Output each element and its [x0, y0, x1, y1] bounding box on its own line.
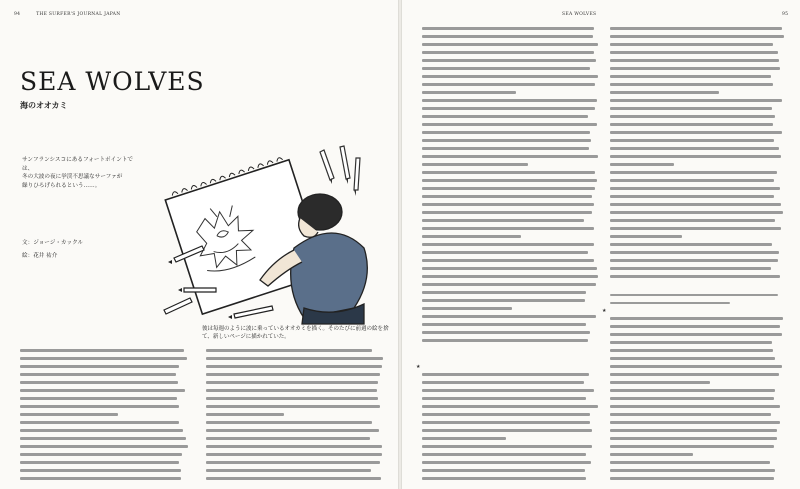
body-text-line — [610, 202, 788, 210]
body-text-line — [206, 436, 388, 444]
body-text-line — [610, 194, 788, 202]
body-text-line — [422, 258, 602, 266]
body-text-line — [610, 340, 788, 348]
body-text-line — [610, 372, 788, 380]
body-text-line — [422, 452, 602, 460]
body-text-line — [422, 266, 602, 274]
body-text-line — [610, 468, 788, 476]
body-text-line — [610, 130, 788, 138]
body-text-line — [422, 330, 602, 338]
left-page — [0, 0, 398, 489]
body-column-4 — [610, 26, 788, 282]
body-text-line — [422, 50, 602, 58]
body-text-line — [422, 218, 602, 226]
body-column-3 — [422, 26, 602, 352]
body-text-line — [610, 420, 788, 428]
body-text-line — [422, 186, 602, 194]
body-text-line — [422, 26, 602, 34]
body-text-line — [422, 146, 602, 154]
body-text-line — [610, 348, 788, 356]
body-text-line — [610, 58, 788, 66]
body-text-line — [422, 322, 602, 330]
article-lead — [22, 156, 140, 190]
right-running-header: SEA WOLVES — [562, 12, 597, 17]
body-text-line — [206, 380, 388, 388]
body-text-line — [206, 420, 388, 428]
body-text-line — [610, 452, 788, 460]
body-text-line — [422, 404, 602, 412]
body-text-line — [422, 170, 602, 178]
body-text-line — [422, 58, 602, 66]
body-text-line — [422, 242, 602, 250]
body-text-line — [206, 356, 388, 364]
body-text-line — [610, 162, 788, 170]
body-text-line — [422, 130, 602, 138]
body-text-line — [206, 476, 388, 484]
body-text-line — [610, 324, 788, 332]
body-text-line — [422, 194, 602, 202]
body-text-line — [610, 34, 788, 42]
body-text-line — [610, 154, 788, 162]
body-text-line — [422, 154, 602, 162]
footnote — [610, 292, 786, 308]
body-text-line — [610, 114, 788, 122]
lead-line: サンフランシスコにあるフォートポイントでは、 — [22, 157, 134, 172]
body-text-line — [422, 234, 602, 242]
body-text-line — [20, 396, 192, 404]
body-text-line — [422, 90, 602, 98]
left-folio — [14, 12, 120, 17]
body-text-line — [206, 364, 388, 372]
body-text-line — [610, 178, 788, 186]
body-text-line — [20, 476, 192, 484]
body-text-line — [422, 42, 602, 50]
body-text-line — [422, 314, 602, 322]
body-column-2 — [206, 348, 388, 484]
illustration-caption: 彼は毎週のように波に乗っているオオカミを描く。そのたびに前週の絵を捨て、新しいページに描かれていた。 — [202, 326, 389, 340]
body-text-line — [610, 258, 788, 266]
body-text-line — [610, 460, 788, 468]
body-text-line — [610, 138, 788, 146]
body-text-line — [422, 444, 602, 452]
body-text-line — [422, 122, 602, 130]
body-text-line — [206, 428, 388, 436]
body-text-line — [422, 66, 602, 74]
body-text-line — [206, 404, 388, 412]
body-text-line — [20, 452, 192, 460]
body-text-line — [422, 274, 602, 282]
body-text-line — [206, 460, 388, 468]
body-text-line — [422, 82, 602, 90]
body-text-line — [610, 356, 788, 364]
body-text-line — [206, 396, 388, 404]
right-page-number: 95 — [782, 12, 789, 17]
left-running-header: THE SURFER'S JOURNAL JAPAN — [36, 12, 121, 17]
body-text-line — [610, 218, 788, 226]
body-text-line — [206, 372, 388, 380]
body-text-line — [610, 226, 788, 234]
body-text-line — [422, 250, 602, 258]
body-text-line — [20, 388, 192, 396]
body-text-line — [422, 34, 602, 42]
right-page — [402, 0, 800, 489]
body-text-line — [20, 372, 192, 380]
body-text-line — [422, 338, 602, 346]
illustrator-credit: 絵：花井 祐介 — [22, 253, 58, 259]
body-text-line — [422, 114, 602, 122]
body-text-line — [422, 476, 602, 484]
body-text-line — [422, 372, 602, 380]
body-text-line — [422, 468, 602, 476]
body-text-line — [422, 396, 602, 404]
body-text-line — [610, 50, 788, 58]
body-text-line — [610, 186, 788, 194]
body-text-line — [206, 468, 388, 476]
body-text-line — [610, 396, 788, 404]
body-text-line — [422, 226, 602, 234]
body-text-line — [610, 106, 788, 114]
body-text-line — [422, 428, 602, 436]
section-divider-star: ★ — [602, 308, 607, 314]
body-text-line — [610, 266, 788, 274]
body-text-line — [610, 82, 788, 90]
body-text-line — [206, 444, 388, 452]
body-text-line — [20, 404, 192, 412]
body-text-line — [610, 74, 788, 82]
body-text-line — [20, 460, 192, 468]
body-column-1 — [20, 348, 192, 484]
body-text-line — [610, 364, 788, 372]
body-text-line — [610, 388, 788, 396]
body-text-line — [610, 444, 788, 452]
body-text-line — [422, 202, 602, 210]
body-text-line — [20, 420, 192, 428]
body-text-line — [422, 388, 602, 396]
body-text-line — [20, 380, 192, 388]
body-text-line — [422, 460, 602, 468]
section-divider-star: ★ — [416, 364, 421, 370]
body-text-line — [206, 412, 388, 420]
body-text-line — [20, 444, 192, 452]
body-text-line — [610, 316, 788, 324]
body-text-line — [610, 412, 788, 420]
body-text-line — [20, 412, 192, 420]
body-text-line — [610, 90, 788, 98]
body-text-line — [610, 42, 788, 50]
body-text-line — [20, 436, 192, 444]
body-text-line — [610, 274, 788, 282]
body-text-line — [422, 98, 602, 106]
body-text-line — [610, 170, 788, 178]
body-text-line — [610, 210, 788, 218]
left-page-number: 94 — [14, 12, 21, 17]
body-text-line — [206, 348, 388, 356]
body-text-line — [610, 122, 788, 130]
body-text-line — [422, 210, 602, 218]
body-text-line — [422, 178, 602, 186]
body-text-line — [422, 298, 602, 306]
body-text-line — [422, 380, 602, 388]
body-text-line — [610, 332, 788, 340]
body-text-line — [422, 412, 602, 420]
body-text-line — [610, 404, 788, 412]
wolf-drawing-illustration — [144, 138, 394, 328]
body-text-line — [422, 138, 602, 146]
body-text-line — [610, 428, 788, 436]
article-subtitle: 海のオオカミ — [20, 100, 68, 110]
body-text-line — [20, 356, 192, 364]
body-column-6 — [610, 316, 788, 484]
body-text-line — [610, 476, 788, 484]
body-text-line — [422, 162, 602, 170]
body-text-line — [610, 98, 788, 106]
body-text-line — [610, 26, 788, 34]
body-text-line — [20, 348, 192, 356]
body-text-line — [610, 234, 788, 242]
body-text-line — [422, 436, 602, 444]
body-text-line — [610, 146, 788, 154]
lead-line: 冬の大波の夜に挙渓不思議なサーファが — [22, 174, 123, 180]
body-text-line — [206, 452, 388, 460]
body-text-line — [610, 380, 788, 388]
body-text-line — [422, 106, 602, 114]
body-text-line — [20, 468, 192, 476]
author-credit: 文：ジョージ・カックル — [22, 240, 84, 246]
body-text-line — [610, 66, 788, 74]
body-text-line — [206, 388, 388, 396]
body-column-5 — [422, 372, 602, 484]
body-text-line — [610, 250, 788, 258]
body-text-line — [20, 364, 192, 372]
body-text-line — [422, 420, 602, 428]
body-text-line — [422, 306, 602, 314]
body-text-line — [20, 428, 192, 436]
body-text-line — [610, 242, 788, 250]
body-text-line — [422, 290, 602, 298]
body-text-line — [422, 74, 602, 82]
lead-line: 繰りひろげられるという……。 — [22, 182, 101, 189]
body-text-line — [610, 436, 788, 444]
body-text-line — [422, 282, 602, 290]
article-title: SEA WOLVES — [20, 67, 205, 96]
